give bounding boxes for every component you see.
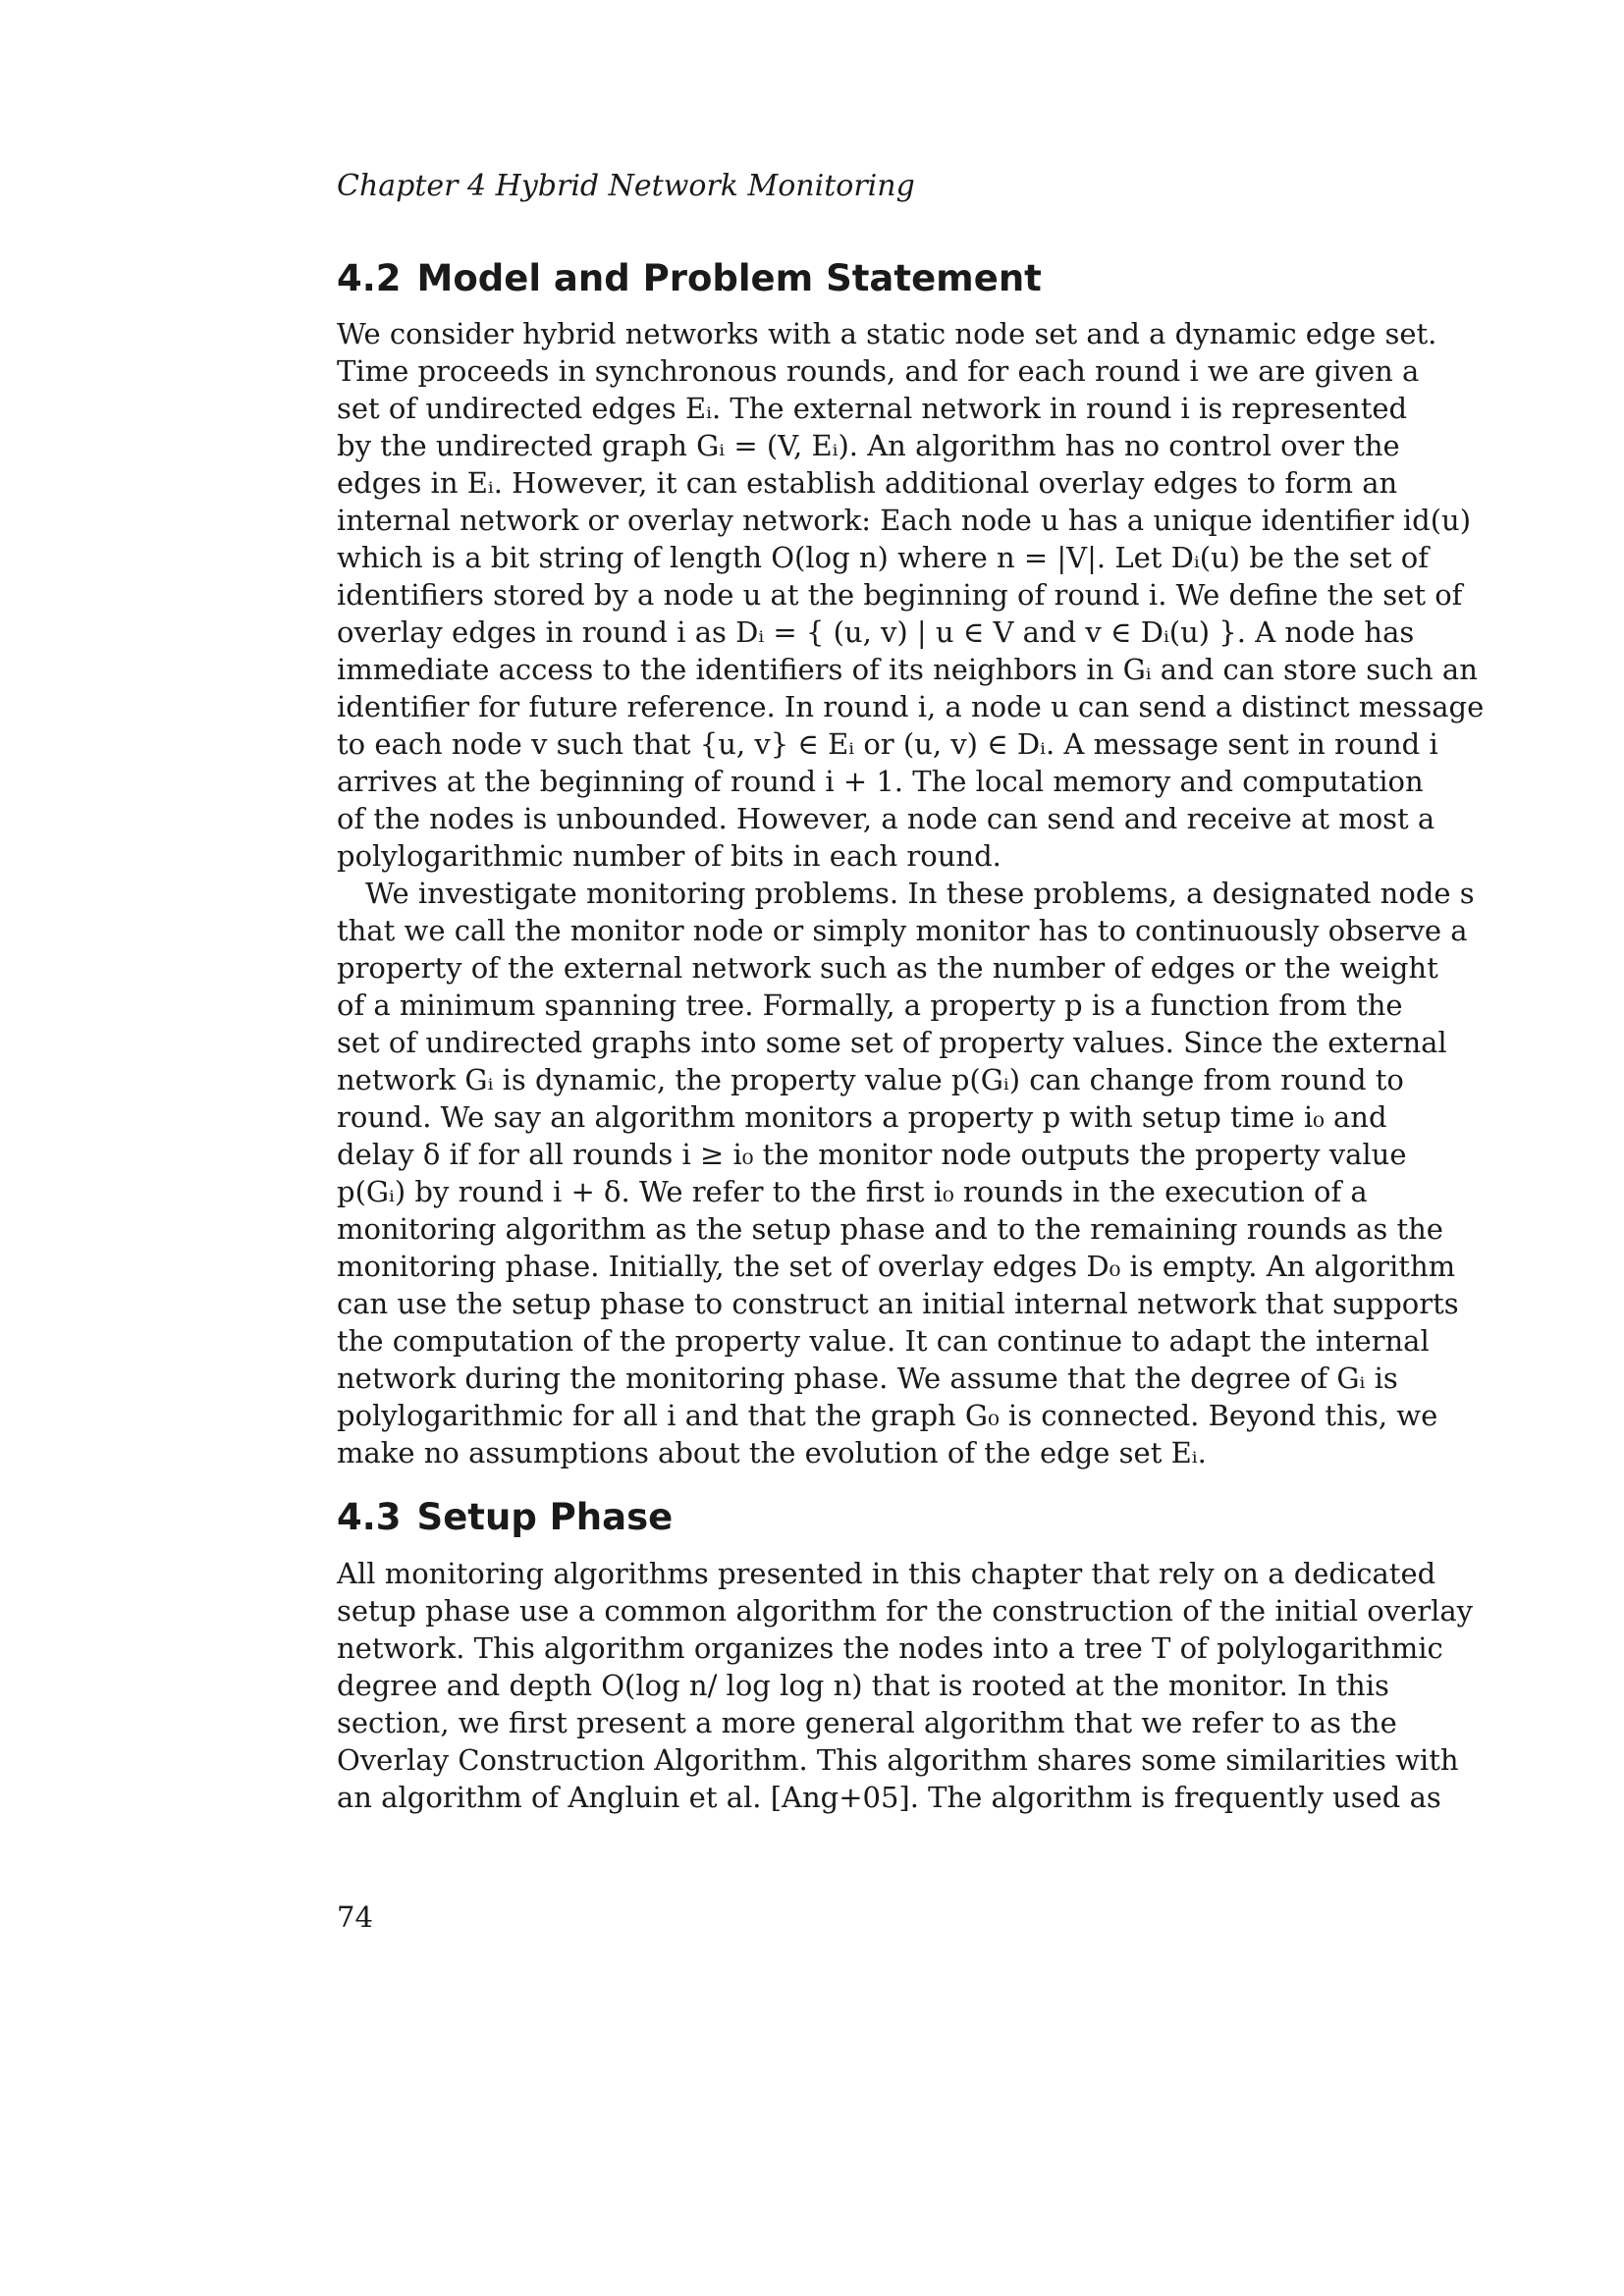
text-line: We investigate monitoring problems. In these problems, a designated node s bbox=[365, 877, 1475, 910]
text-line: monitoring phase. Initially, the set of overlay edges D₀ is empty. An algorithm bbox=[337, 1250, 1456, 1283]
text-line: that we call the monitor node or simply monitor has to continuously observe a bbox=[337, 914, 1468, 947]
text-line: edges in Eᵢ. However, it can establish additional overlay edges to form an bbox=[337, 466, 1398, 500]
running-header: Chapter 4 Hybrid Network Monitoring bbox=[337, 169, 915, 203]
section-number: 4.2 bbox=[337, 257, 402, 299]
text-line: an algorithm of Angluin et al. [Ang+05]. The algorithm is frequently used as bbox=[337, 1781, 1441, 1814]
text-line: polylogarithmic for all i and that the graph G₀ is connected. Beyond this, we bbox=[337, 1399, 1438, 1432]
text-line: of the nodes is unbounded. However, a node can send and receive at most a bbox=[337, 802, 1435, 835]
text-line: the computation of the property value. It can continue to adapt the internal bbox=[337, 1324, 1430, 1358]
text-line: network during the monitoring phase. We assume that the degree of Gᵢ is bbox=[337, 1362, 1398, 1395]
text-line: set of undirected graphs into some set of property values. Since the external bbox=[337, 1026, 1447, 1059]
section-title: Model and Problem Statement bbox=[416, 257, 1042, 299]
text-line: of a minimum spanning tree. Formally, a property p is a function from the bbox=[337, 988, 1403, 1022]
text-line: make no assumptions about the evolution of the edge set Eᵢ. bbox=[337, 1436, 1207, 1469]
text-line: can use the setup phase to construct an initial internal network that supports bbox=[337, 1287, 1459, 1320]
text-line: All monitoring algorithms presented in this chapter that rely on a dedicated bbox=[337, 1557, 1436, 1590]
text-line: We consider hybrid networks with a static node set and a dynamic edge set. bbox=[337, 317, 1437, 350]
text-line: which is a bit string of length O(log n) where n = |V|. Let Dᵢ(u) be the set of bbox=[337, 541, 1429, 574]
page-number: 74 bbox=[337, 1900, 373, 1934]
text-line: delay δ if for all rounds i ≥ i₀ the monitor node outputs the property value bbox=[337, 1138, 1407, 1171]
section-heading-4-2 bbox=[337, 257, 1042, 299]
text-line: set of undirected edges Eᵢ. The external network in round i is represented bbox=[337, 392, 1408, 425]
section-title: Setup Phase bbox=[416, 1496, 674, 1538]
text-line: arrives at the beginning of round i + 1. The local memory and computation bbox=[337, 765, 1424, 798]
text-line: by the undirected graph Gᵢ = (V, Eᵢ). An algorithm has no control over the bbox=[337, 429, 1400, 462]
text-line: network. This algorithm organizes the nodes into a tree T of polylogarithmic bbox=[337, 1631, 1443, 1665]
text-line: monitoring algorithm as the setup phase and to the remaining rounds as the bbox=[337, 1212, 1443, 1246]
text-line: identifiers stored by a node u at the beginning of round i. We define the set of bbox=[337, 578, 1463, 612]
text-line: p(Gᵢ) by round i + δ. We refer to the first i₀ rounds in the execution of a bbox=[337, 1175, 1368, 1208]
section-number: 4.3 bbox=[337, 1496, 402, 1538]
text-line: section, we first present a more general algorithm that we refer to as the bbox=[337, 1706, 1397, 1739]
text-line: setup phase use a common algorithm for the construction of the initial overlay bbox=[337, 1594, 1474, 1628]
text-line: property of the external network such as the number of edges or the weight bbox=[337, 951, 1438, 985]
section-heading-4-3 bbox=[337, 1496, 673, 1538]
text-line: network Gᵢ is dynamic, the property value p(Gᵢ) can change from round to bbox=[337, 1063, 1404, 1096]
text-line: polylogarithmic number of bits in each round. bbox=[337, 839, 1001, 873]
text-line: internal network or overlay network: Each node u has a unique identifier id(u) bbox=[337, 504, 1472, 537]
text-line: degree and depth O(log n/ log log n) that is rooted at the monitor. In this bbox=[337, 1669, 1389, 1702]
text-line: to each node v such that {u, v} ∈ Eᵢ or (u, v) ∈ Dᵢ. A message sent in round i bbox=[337, 727, 1438, 761]
text-line: round. We say an algorithm monitors a property p with setup time i₀ and bbox=[337, 1100, 1387, 1134]
text-line: Overlay Construction Algorithm. This algorithm shares some similarities with bbox=[337, 1743, 1459, 1777]
text-line: overlay edges in round i as Dᵢ = { (u, v) | u ∈ V and v ∈ Dᵢ(u) }. A node has bbox=[337, 615, 1415, 649]
text-line: identifier for future reference. In round i, a node u can send a distinct message bbox=[337, 690, 1485, 723]
text-line: immediate access to the identifiers of its neighbors in Gᵢ and can store such an bbox=[337, 653, 1478, 686]
text-line: Time proceeds in synchronous rounds, and for each round i we are given a bbox=[337, 354, 1420, 388]
